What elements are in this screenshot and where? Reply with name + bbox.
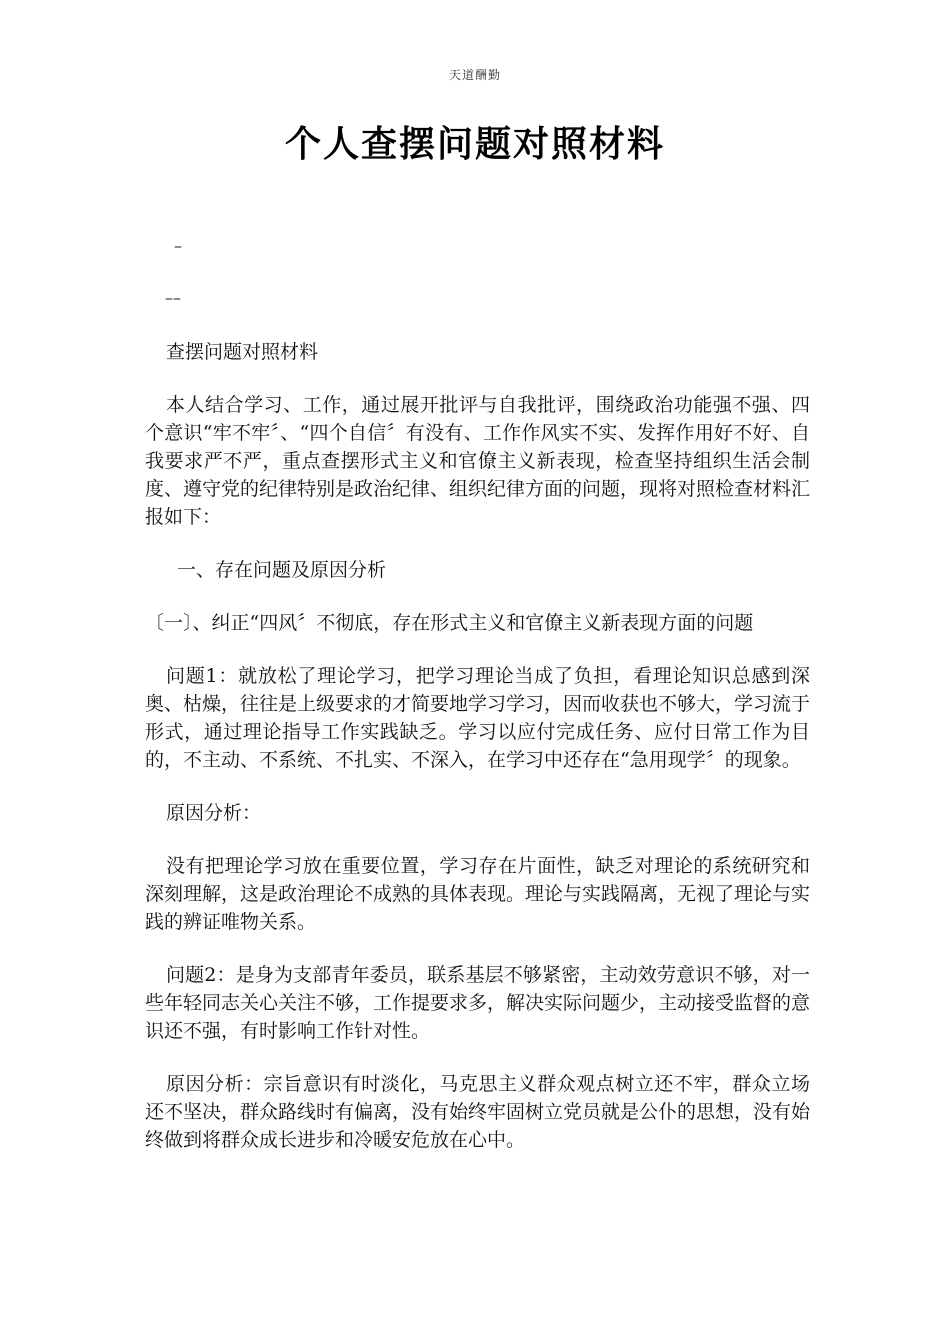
document-title: 个人查摆问题对照材料	[284, 123, 665, 165]
problem-1-paragraph: 问题1：就放松了理论学习，把学习理论当成了负担，看理论知识总感到深奥、枯燥，往往是上级要求的才简要地学习学习，因而收获也不够大，学习流于形式，通过理论指导工作实践缺乏。学习以应付完成任务、应付日常工作为目的，不主动、不系统、不扎实、不深入，在学习中还存在“急用现学〞的现象。	[145, 665, 811, 771]
subsection-heading: 〔一〕、纠正“四风〞不彻底，存在形式主义和官僚主义新表现方面的问题	[145, 612, 754, 634]
subtitle-paragraph: 查摆问题对照材料	[166, 341, 319, 363]
cause-2-paragraph: 原因分析：宗旨意识有时淡化，马克思主义群众观点树立还不牢，群众立场还不坚决，群众路线时有偏离，没有始终牢固树立党员就是公仆的思想，没有始终做到将群众成长进步和冷暖安危放在心中。	[145, 1073, 811, 1151]
cause-label: 原因分析：	[166, 802, 262, 824]
intro-paragraph: 本人结合学习、工作，通过展开批评与自我批评，围绕政治功能强不强、四个意识“牢不牢〞、“四个自信〞有没有、工作作风实不实、发挥作用好不好、自我要求严不严，重点查摆形式主义和官僚主义新表现，检查坚持组织生活会制度、遵守党的纪律特别是政治纪律、组织纪律方面的问题，现将对照检查材料汇报如下：	[145, 394, 811, 528]
page-header: 天道酬勤	[448, 68, 501, 82]
separator-dash: –	[174, 236, 182, 255]
cause-1-paragraph: 没有把理论学习放在重要位置，学习存在片面性，缺乏对理论的系统研究和深刻理解，这是政治理论不成熟的具体表现。理论与实践隔离，无视了理论与实践的辨证唯物关系。	[145, 855, 811, 933]
section-heading: 一、存在问题及原因分析	[177, 559, 387, 581]
problem-2-paragraph: 问题2：是身为支部青年委员，联系基层不够紧密，主动效劳意识不够，对一些年轻同志关心关注不够，工作提要求多，解决实际问题少，主动接受监督的意识还不强，有时影响工作针对性。	[145, 964, 811, 1042]
separator-double-dash: ––	[165, 288, 181, 307]
document-body	[145, 338, 810, 1179]
